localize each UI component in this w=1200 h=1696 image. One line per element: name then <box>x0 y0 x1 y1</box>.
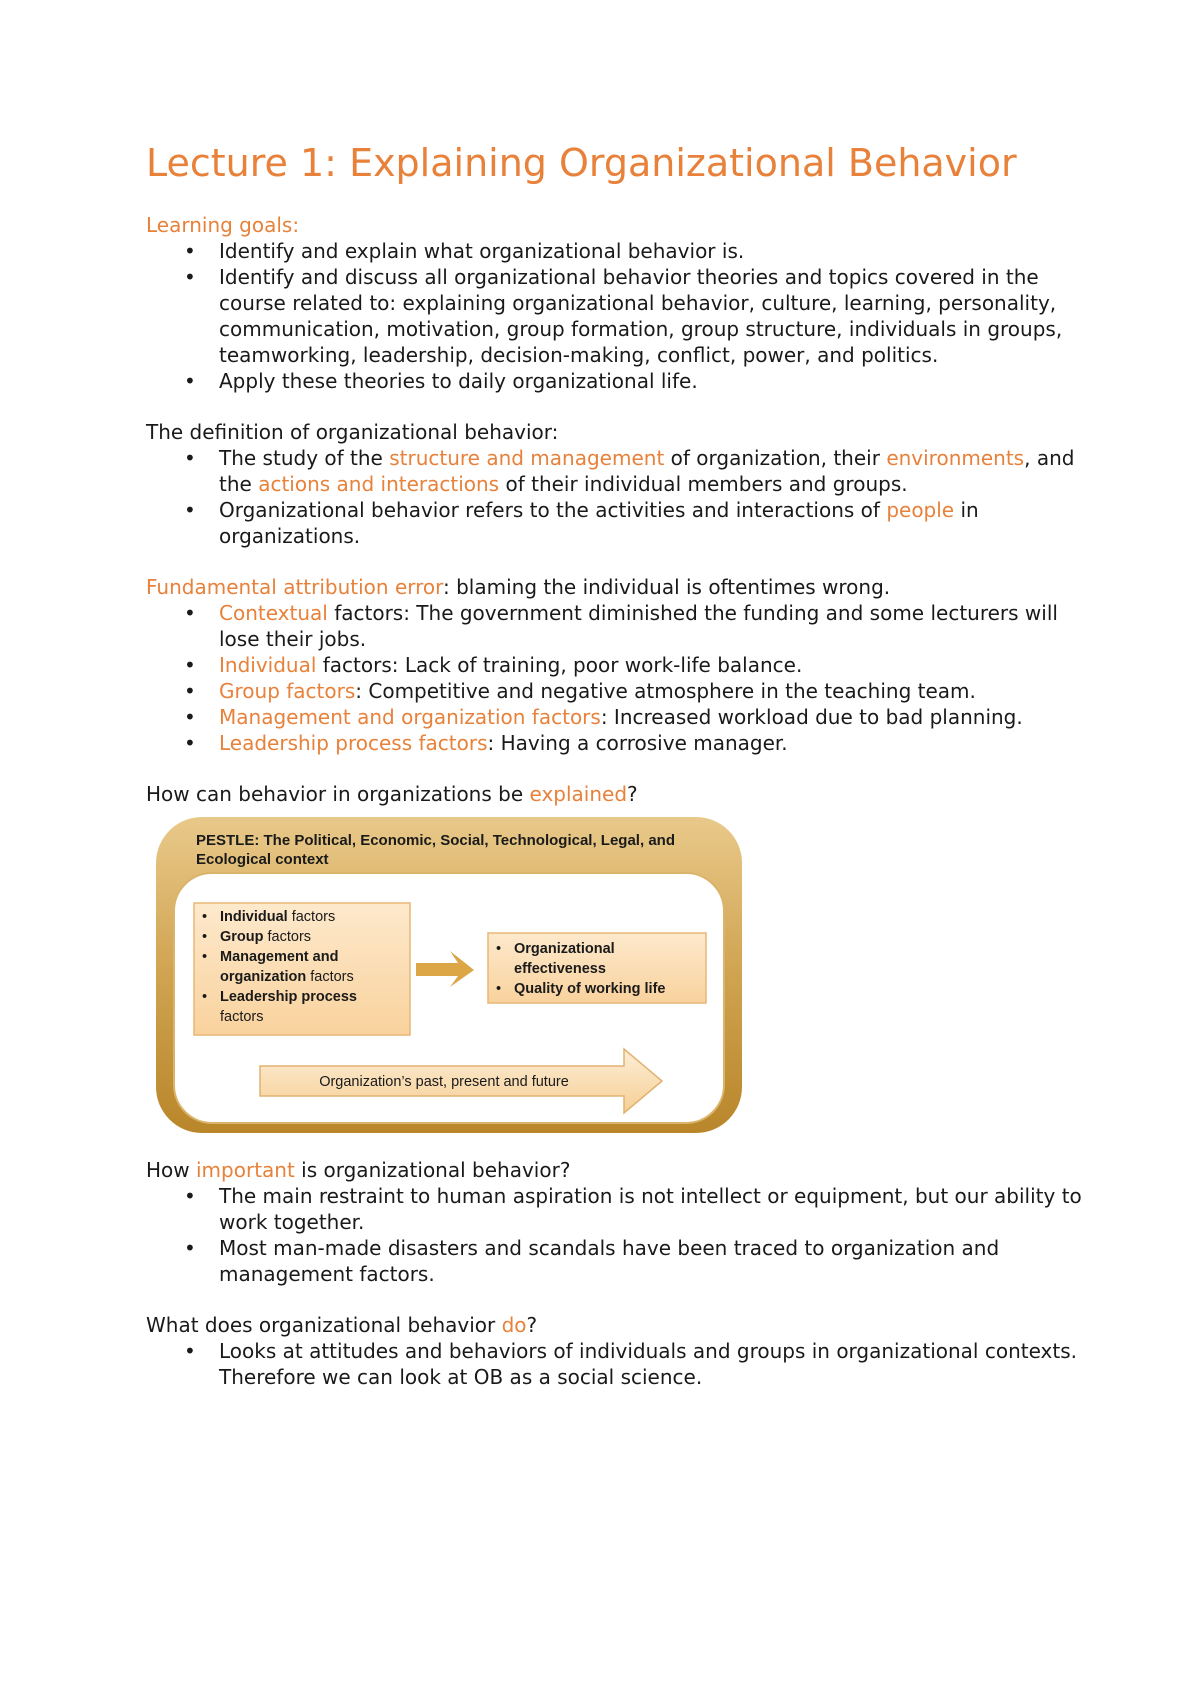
learning-goals-list <box>146 238 1086 394</box>
list-item: • Management and organization factors: Increased workload due to bad planning. <box>184 705 1023 729</box>
explained-heading: How can behavior in organizations be explained? <box>146 782 638 806</box>
importance-list <box>146 1183 1086 1287</box>
bullet-icon: • <box>184 239 196 263</box>
bullet-icon: • <box>184 1236 196 1260</box>
list-item: • Most man-made disasters and scandals have been traced to organization and management factors. <box>184 1236 1000 1286</box>
outcome-bullet: • <box>496 981 502 997</box>
factor-leadership-cont: factors <box>220 1009 264 1025</box>
importance-heading: How important is organizational behavior? <box>146 1158 571 1182</box>
page-title: Lecture 1: Explaining Organizational Behavior <box>146 141 1017 185</box>
ob-model-diagram <box>154 815 744 1135</box>
definition-list <box>146 445 1086 549</box>
outcome-organizational: Organizational <box>514 941 615 957</box>
factor-bullet: • <box>202 989 208 1005</box>
list-item: • The main restraint to human aspiration is not intellect or equipment, but our ability to work together. <box>184 1184 1082 1234</box>
definition-heading: The definition of organizational behavior: <box>146 420 559 444</box>
list-item: • Organizational behavior refers to the activities and interactions of people in organizations. <box>184 498 979 548</box>
bullet-icon: • <box>184 446 196 470</box>
document-page <box>146 140 1086 1390</box>
factor-group: Group factors <box>220 929 312 945</box>
factor-bullet: • <box>202 929 208 945</box>
highlight-term: environments <box>886 446 1025 470</box>
list-item: • Leadership process factors: Having a corrosive manager. <box>184 731 788 755</box>
list-item: • Identify and discuss all organizational behavior theories and topics covered in the course related to: explaining organizational behavior, culture, learning, personality, communication, motivation, group formation, group structure, individuals in groups, teamworking, leadership, decision-making, conflict, power, and politics. <box>184 265 1063 367</box>
factor-individual: Individual factors <box>220 909 336 925</box>
pestle-title-line2: Ecological context <box>196 851 329 868</box>
list-item: • The study of the structure and management of organization, their environments, and the actions and interactions of their individual members and groups. <box>184 446 1075 496</box>
bullet-icon: • <box>184 1184 196 1208</box>
timeline-label: Organization’s past, present and future <box>319 1074 569 1090</box>
does-heading: What does organizational behavior do? <box>146 1313 538 1337</box>
does-list <box>146 1338 1086 1390</box>
list-item: • Individual factors: Lack of training, poor work-life balance. <box>184 653 803 677</box>
list-item: • Contextual factors: The government diminished the funding and some lecturers will lose their jobs. <box>184 601 1058 651</box>
highlight-term: structure and management <box>389 446 665 470</box>
list-item: • Looks at attitudes and behaviors of individuals and groups in organizational contexts. Therefore we can look at OB as a social science. <box>184 1339 1078 1389</box>
ob-model-figure <box>154 815 744 1135</box>
factor-organization: organization factors <box>220 969 354 985</box>
factor-bullet: • <box>202 909 208 925</box>
factor-leadership: Leadership process <box>220 989 357 1005</box>
factor-bullet: • <box>202 949 208 965</box>
attribution-heading: Fundamental attribution error: blaming the individual is oftentimes wrong. <box>146 575 891 599</box>
highlight-term: actions and interactions <box>258 472 500 496</box>
highlight-term: people <box>886 498 955 522</box>
list-item: • Apply these theories to daily organizational life. <box>184 369 698 393</box>
list-item: • Identify and explain what organizational behavior is. <box>184 239 745 263</box>
bullet-icon: • <box>184 265 196 289</box>
bullet-icon: • <box>184 601 196 625</box>
bullet-icon: • <box>184 705 196 729</box>
bullet-icon: • <box>184 498 196 522</box>
bullet-icon: • <box>184 653 196 677</box>
bullet-icon: • <box>184 731 196 755</box>
factor-management: Management and <box>220 949 339 965</box>
bullet-icon: • <box>184 369 196 393</box>
attribution-list <box>146 600 1086 756</box>
outcome-quality: Quality of working life <box>514 981 666 997</box>
learning-goals-heading: Learning goals: <box>146 213 300 237</box>
pestle-title-line1: PESTLE: The Political, Economic, Social, Technological, Legal, and <box>196 832 675 849</box>
outcome-bullet: • <box>496 941 502 957</box>
outcome-effectiveness: effectiveness <box>514 961 606 977</box>
bullet-icon: • <box>184 679 196 703</box>
bullet-icon: • <box>184 1339 196 1363</box>
list-item: • Group factors: Competitive and negative atmosphere in the teaching team. <box>184 679 976 703</box>
